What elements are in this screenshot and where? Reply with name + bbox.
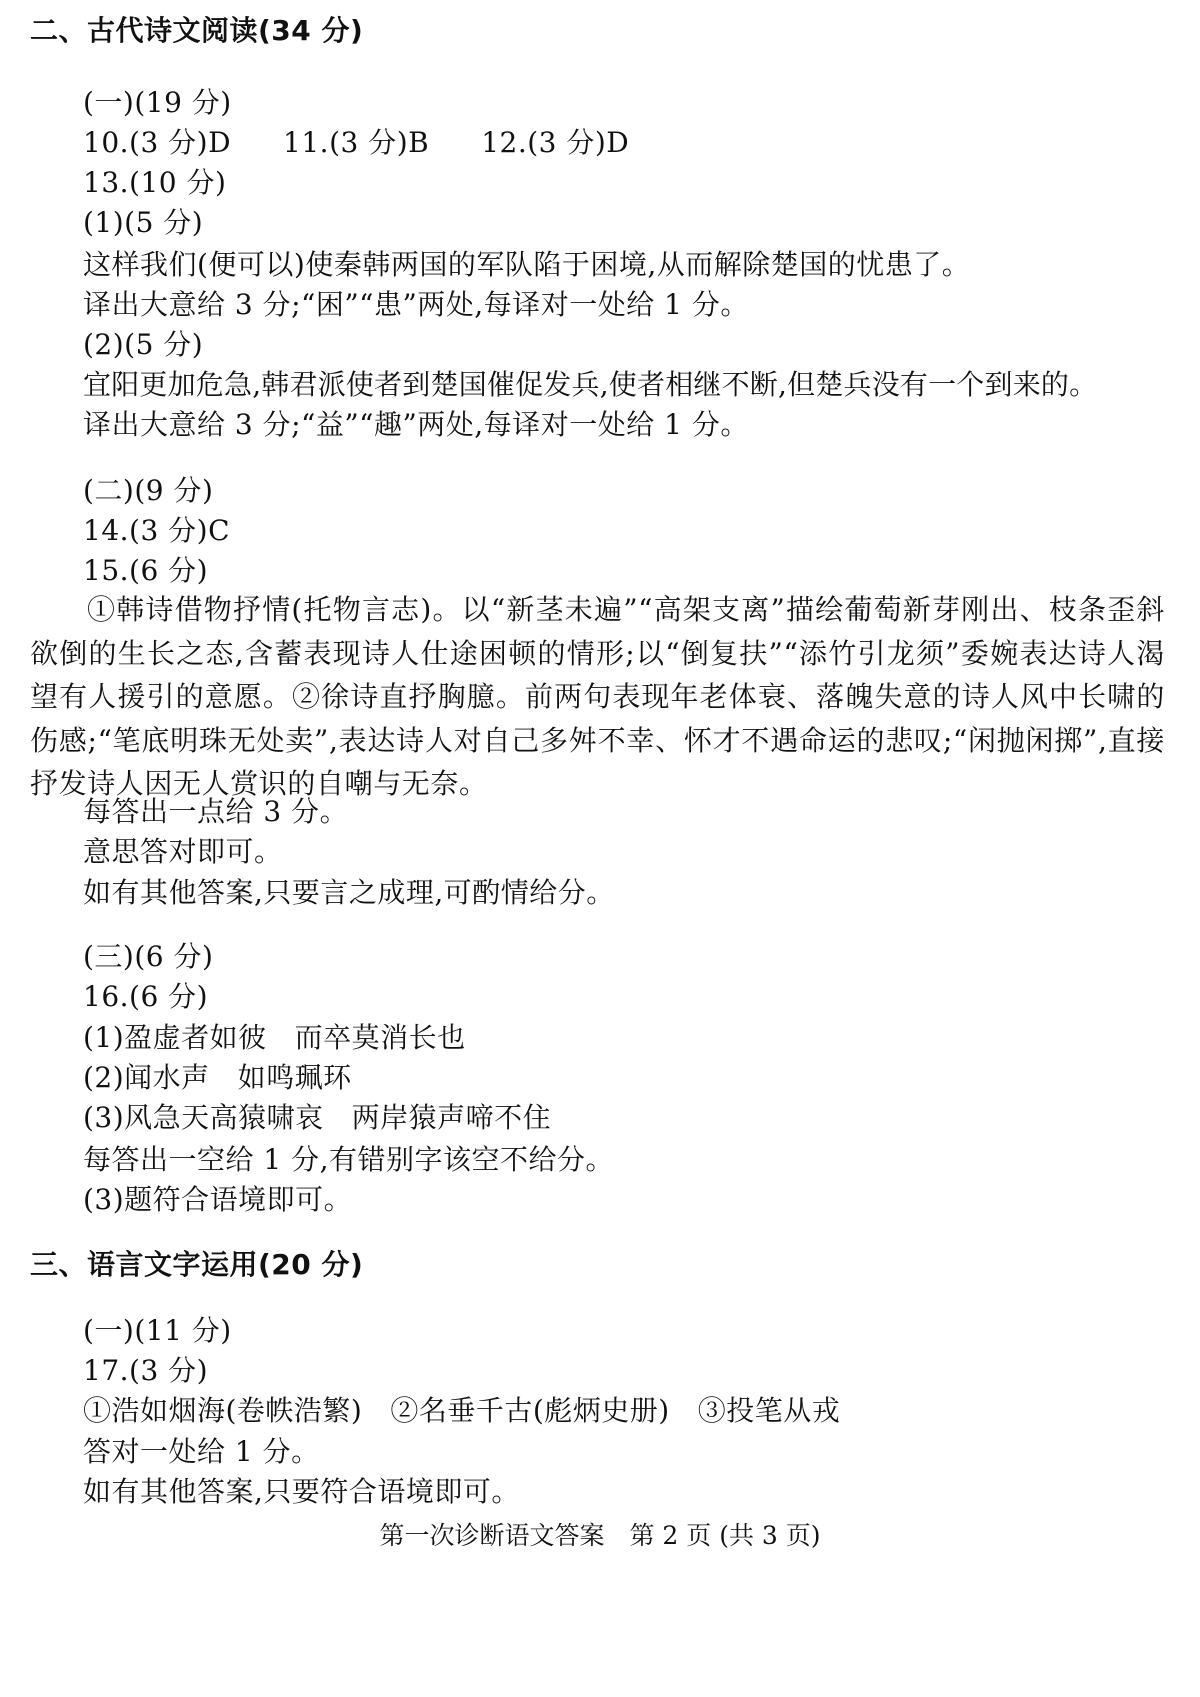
question-13-2-rubric: 译出大意给 3 分;“益”“趣”两处,每译对一处给 1 分。 [83,408,749,441]
part-1-label: (一)(19 分) [83,86,232,119]
question-16-label: 16.(6 分) [83,980,209,1013]
question-16-2-answer: (2)闻水声 如鸣珮环 [83,1061,352,1094]
answer-11: 11.(3 分)B [283,126,430,159]
part-2-label: (二)(9 分) [83,474,214,507]
question-17-answer-1: ①浩如烟海(卷帙浩繁) [83,1394,363,1427]
question-15-label: 15.(6 分) [83,554,209,587]
answer-12: 12.(3 分)D [481,126,630,159]
question-16-note-2: (3)题符合语境即可。 [83,1183,353,1216]
question-15-answer: ①韩诗借物抒情(托物言志)。以“新茎未遍”“高架支离”描绘葡萄新芽刚出、枝条歪斜欲倒的生长之态,含蓄表现诗人仕途困顿的情形;以“倒复扶”“添竹引龙须”委婉表达诗人渴望有人援引的意愿。②徐诗直抒胸臆。前两句表现年老体衰、落魄失意的诗人风中长啸的伤感;“笔底明珠无处卖”,表达诗人对自己多舛不幸、怀才不遇命运的悲叹;“闲抛闲掷”,直接抒发诗人因无人赏识的自嘲与无奈。 [30,593,1165,800]
question-17-answer-3: ③投笔从戎 [697,1394,841,1427]
question-17-note-1: 答对一处给 1 分。 [83,1435,320,1468]
section-2-title: 二、古代诗文阅读(34 分) [30,14,364,47]
question-16-1-answer: (1)盈虚者如彼 而卒莫消长也 [83,1021,466,1054]
question-15-note-1: 每答出一点给 3 分。 [83,795,349,828]
question-13-label: 13.(10 分) [83,166,227,199]
answers-10-12 [83,126,629,160]
question-17-note-2: 如有其他答案,只要符合语境即可。 [83,1475,520,1508]
question-17-answers [83,1394,840,1428]
question-17-answer-2: ②名垂千古(彪炳史册) [390,1394,670,1427]
question-15-note-3: 如有其他答案,只要言之成理,可酌情给分。 [83,876,615,909]
question-16-3-answer: (3)风急天高猿啸哀 两岸猿声啼不住 [83,1101,552,1134]
question-13-2-label: (2)(5 分) [83,328,204,361]
section-3-title: 三、语言文字运用(20 分) [30,1248,364,1281]
question-15-note-2: 意思答对即可。 [83,835,283,868]
question-17-label: 17.(3 分) [83,1354,209,1387]
page-footer: 第一次诊断语文答案 第 2 页 (共 3 页) [379,1521,821,1550]
part-3-label: (三)(6 分) [83,940,214,973]
answer-14: 14.(3 分)C [83,514,231,547]
question-13-1-label: (1)(5 分) [83,206,204,239]
question-13-2-answer: 宜阳更加危急,韩君派使者到楚国催促发兵,使者相继不断,但楚兵没有一个到来的。 [83,368,1098,401]
section-3-part-1-label: (一)(11 分) [83,1314,232,1347]
question-16-note-1: 每答出一空给 1 分,有错别字该空不给分。 [83,1143,615,1176]
answer-10: 10.(3 分)D [83,126,232,159]
question-13-1-rubric: 译出大意给 3 分;“困”“患”两处,每译对一处给 1 分。 [83,288,749,321]
question-13-1-answer: 这样我们(便可以)使秦韩两国的军队陷于困境,从而解除楚国的忧患了。 [83,248,971,281]
